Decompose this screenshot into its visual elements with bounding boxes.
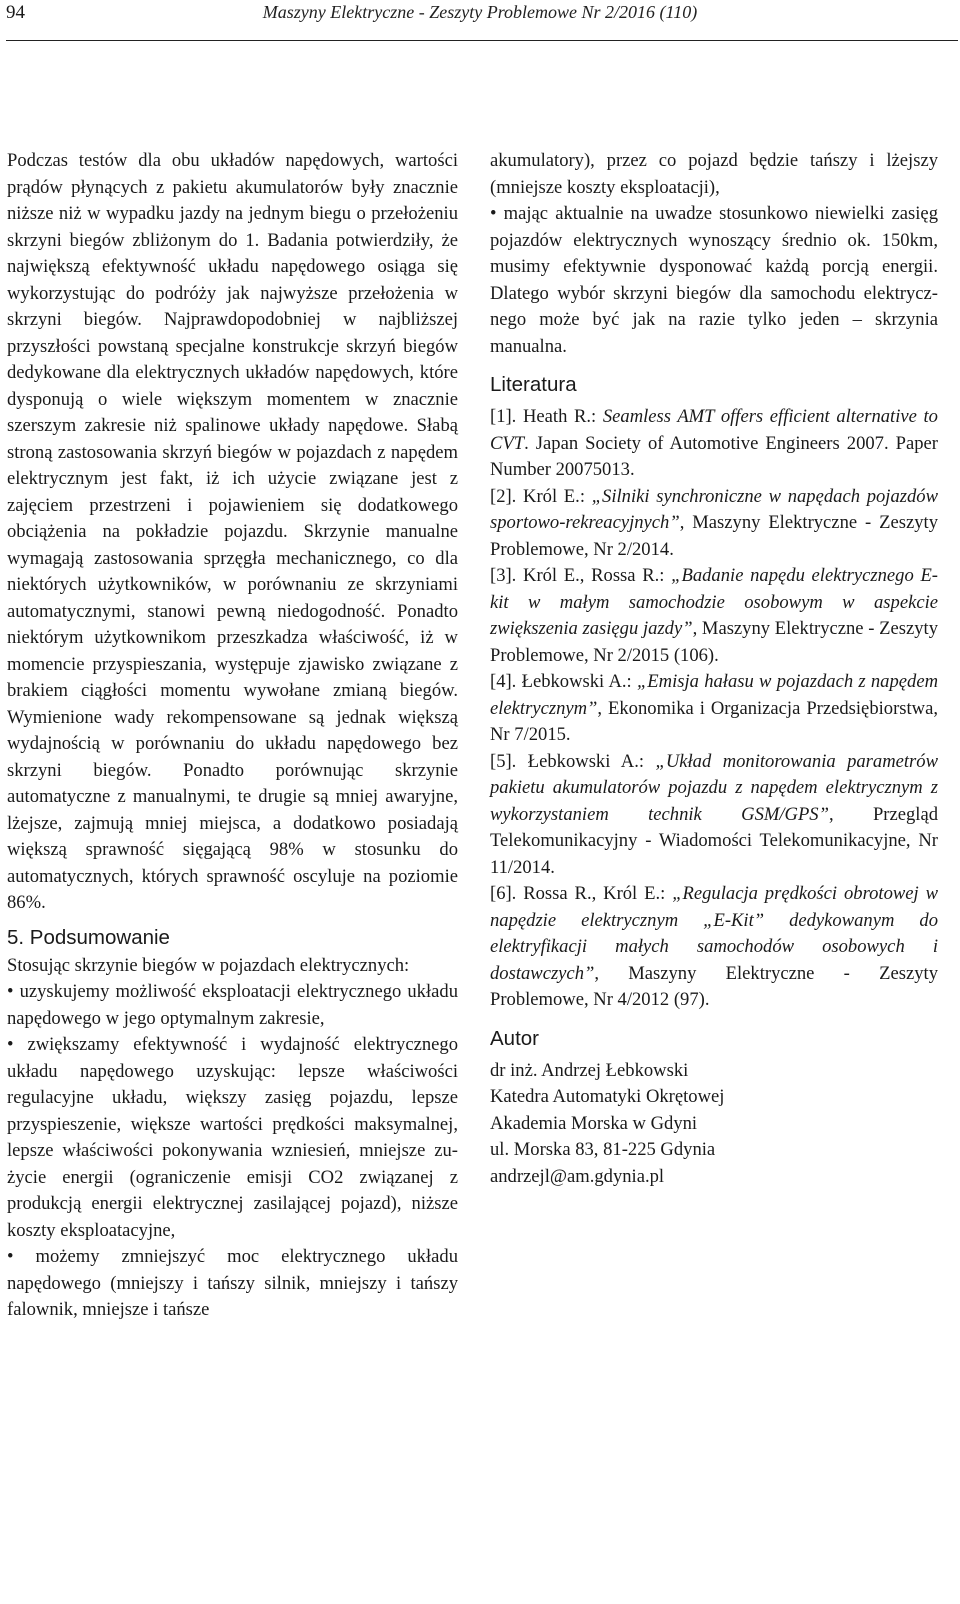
author-email: andrzejl@am.gdynia.pl [490,1165,665,1187]
reference-item [490,484,938,564]
reference-number: [1]. [490,406,523,427]
left-column [7,148,458,1324]
reference-details: , Maszyny Elektryczne - Zeszyty Problemowe, Nr 2/2015 (106). [490,618,938,666]
reference-title: „Silniki synchroniczne w napędach pojazdów sportowo-rekreacyjnych” [490,485,938,533]
reference-item [490,749,938,882]
reference-item [490,881,938,1014]
author-heading: Autor [490,1026,539,1050]
reference-details: , Przegląd Telekomunikacyjny - Wiadomości Telekomunikacyjne, Nr 11/2014. [490,803,938,878]
bullet-item: • uzyskujemy możliwość eksploatacji elektrycznego układu napędowego w jego optymalnym zakresie, [7,981,458,1029]
body-paragraph: Podczas testów dla obu układów napędowych, wartości prądów płynących z pakietu akumulatorów były znacznie niższe niż w wypadku jazdy na jednym biegu o przełożeniu skrzyni biegów zbliżonym do 1. Badania potwierdziły, że największą efektywność układu napędowego osiąga się wykorzystując do podróży jak najwyższe przełożenia w skrzyni biegów. Najprawdopodobniej w najbliższej przyszłości powstaną specjalne konstrukcje skrzyń biegów dedykowane dla elektrycznych układów napędowych, które dysponują o wiele większym momentem w znacznie szerszym zakresie niż spalinowe układy napędowe. Słabą stroną zastosowania skrzyń biegów w pojazdach z napędem elektrycznym jest fakt, iż ich użycie związane jest z zajęciem przestrzeni i pojawieniem się dodatkowego obciążenia na pokładzie pojazdu. Skrzynie manualne wymagają zastosowania sprzęgła mechanicznego, co dla niektórych użytkowników, w porównaniu ze skrzyniami automatycznymi, stanowi pewną niedogodność. Ponadto niektórym użytkownikom przeszkadza właściwość, iż w momencie przyspieszania, występuje zjawisko związane z brakiem ciągłości momentu wywołane zmianą biegów. Wymienione wady rekompensowane są jednak większą wydajnością w porównaniu do układu napędowego bez skrzyni biegów. Ponadto porównując skrzynie automatyczne z manualnymi, te drugie są mniej awaryjne, lżejsze, zajmują mniej miejsca, a dodatkowo posiadają większą sprawność sięgającą 98% w stosunku do automatycznych, których sprawność oscyluje na poziomie 86%. [7,150,458,913]
reference-number: [3]. [490,565,524,586]
reference-title: „Regulacja prędkości obrotowej w napędzie elektrycznym „E-Kit” dedykowanym do elektryfikacji małych samochodów osobowych i dostawczych” [490,883,938,984]
reference-authors: Rossa R., Król E.: [523,883,673,904]
bullet-item: • możemy zmniejszyć moc elektrycznego układu napędowego (mniejszy i tańszy silnik, mniejszy i tańszy falownik, mniejsze i tańsze [7,1246,458,1320]
reference-details: , Maszyny Elektryczne - Zeszyty Problemowe, Nr 4/2012 (97). [490,962,938,1010]
author-block [490,1058,938,1191]
reference-authors: Król E., Rossa R.: [523,565,672,586]
reference-details: , Maszyny Elektryczne - Zeszyty Problemowe, Nr 2/2014. [490,512,938,560]
reference-item [490,404,938,484]
reference-title: „Emisja hałasu w pojazdach z napędem elektrycznym” [490,671,938,719]
reference-number: [4]. [490,671,522,692]
reference-authors: Król E.: [523,485,592,507]
right-column [490,148,938,1190]
reference-number: [6]. [490,883,524,904]
author-address: ul. Morska 83, 81-225 Gdynia [490,1139,716,1160]
page-header [0,0,960,40]
reference-title: „Układ monitorowania parametrów pakietu akumulatorów pojazdu z napędem elektrycznym z wykorzystaniem technik GSM/GPS” [490,750,938,825]
summary-intro: Stosując skrzynie biegów w pojazdach elektrycznych: [7,954,410,976]
reference-number: [5]. [490,750,528,772]
reference-authors: Łebkowski A.: [521,671,637,692]
bullet-item: • mając aktualnie na uwadze stosunkowo niewielki zasięg pojazdów elektrycznych wynoszący średnio ok. 150km, musimy efektywnie dysponować każdą porcją energii. Dlatego wybór skrzyni biegów dla samochodu elektrycznego może być jak na razie tylko jeden – skrzynia manualna. [490,203,938,357]
author-institution: Akademia Morska w Gdyni [490,1112,698,1134]
author-department: Katedra Automatyki Okrętowej [490,1086,725,1107]
page-number: 94 [6,2,25,23]
reference-authors: Heath R.: [522,406,603,427]
reference-number: [2]. [490,485,524,507]
continued-text: akumulatory), przez co pojazd będzie tańszy i lżejszy (mniejsze koszty eksploatacji), [490,150,938,198]
journal-title: Maszyny Elektryczne - Zeszyty Problemowe Nr 2/2016 (110) [262,2,698,22]
header-rule [6,40,958,41]
reference-authors: Łebkowski A.: [527,750,656,772]
reference-title: Seamless AMT offers efficient alternative to CVT [490,406,938,454]
literature-heading: Literatura [490,373,577,396]
author-name: dr inż. Andrzej Łebkowski [490,1059,689,1081]
reference-details: , Ekonomika i Organizacja Przedsiębiorstwa, Nr 7/2015. [490,697,938,745]
bullet-item: • zwiększamy efektywność i wydajność elektrycznego układu napędowego uzyskując: lepsze właściwości regulacyjne układu, większy zasięg pojazdu, lepsze przyspieszenie, większe wartości prędkości maksymalnej, lepsze właściwości pokonywania wzniesień, mniejsze zużycie energii (ograniczenie emisji CO2 związanej z produkcją energii elektrycznej zasilającej pojazd), niższe koszty eksploatacyjne, [7,1034,458,1241]
reference-item [490,669,938,749]
reference-item [490,563,938,669]
reference-title: „Badanie napędu elektrycznego E-kit w małym samochodzie osobowym w aspekcie zwiększenia zasięgu jazdy” [490,565,938,639]
reference-details: . Japan Society of Automotive Engineers 2007. Paper Number 20075013. [490,432,938,480]
section-heading: 5. Podsumowanie [7,925,170,949]
